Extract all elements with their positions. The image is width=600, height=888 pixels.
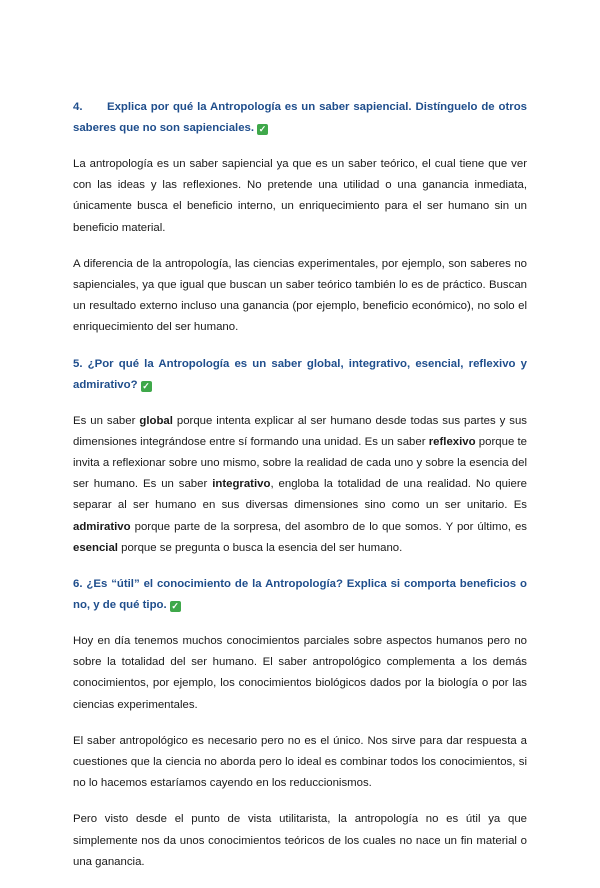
answer-5-text: porque te invita a reflexionar sobre uno mismo, sobre la realidad de cada uno y sobre la esencia del ser humano. Es un saber bbox=[73, 435, 527, 491]
check-mark-icon: ✓ bbox=[171, 601, 179, 612]
question-6-text: 6. ¿Es “útil” el conocimiento de la Antropología? Explica si comporta beneficios o no, y de qué tipo. bbox=[73, 578, 527, 612]
question-5-heading bbox=[73, 354, 527, 396]
answer-4-paragraph-1: La antropología es un saber sapiencial ya que es un saber teórico, el cual tiene que ver con las ideas y las reflexiones. No pretende una utilidad o una ganancia inmediata, únicamente busca el beneficio interno, un enriquecimiento para el ser humano sin un beneficio material. bbox=[73, 158, 527, 234]
check-mark-icon: ✓ bbox=[258, 124, 267, 134]
answer-6-paragraph-3: Pero visto desde el punto de vista utilitarista, la antropología no es útil ya que simplemente nos da unos conocimientos teóricos de los cuales no nace un fin material o una ganancia. bbox=[73, 813, 527, 868]
question-5-text: 5. ¿Por qué la Antropología es un saber global, integrativo, esencial, reflexivo y admirativo? bbox=[73, 357, 527, 391]
question-4-number: 4. bbox=[73, 101, 83, 113]
keyword-esencial: esencial bbox=[73, 541, 118, 554]
keyword-integrativo: integrativo bbox=[212, 478, 271, 491]
keyword-global: global bbox=[139, 414, 173, 427]
check-mark-icon: ✓ bbox=[142, 380, 150, 391]
answer-6-paragraph-1: Hoy en día tenemos muchos conocimientos parciales sobre aspectos humanos pero no sobre la totalidad del ser humano. El saber antropológico complementa a los demás conocimientos, por ejemplo, los conocimientos biológicos dados por la biología o por las ciencias experimentales. bbox=[73, 635, 527, 711]
question-4-text: Explica por qué la Antropología es un saber sapiencial. Distínguelo de otros saberes que no son sapienciales. bbox=[73, 101, 527, 134]
keyword-admirativo: admirativo bbox=[73, 520, 131, 533]
answer-5-text: , engloba la totalidad de una realidad. No quiere separar al ser humano en sus diversas dimensiones sino como un ser unitario. Es bbox=[73, 478, 528, 512]
question-4-heading bbox=[73, 97, 527, 139]
answer-5-text: porque se pregunta o busca la esencia del ser humano. bbox=[117, 541, 403, 554]
document-page bbox=[73, 97, 527, 888]
answer-6-paragraph-2: El saber antropológico es necesario pero no es el único. Nos sirve para dar respuesta a cuestiones que la ciencia no aborda pero lo ideal es combinar todos los conocimientos, si no lo hacemos estaríamos cayendo en los reduccionismos. bbox=[73, 734, 527, 790]
answer-5-text: porque parte de la sorpresa, del asombro de lo que somos. Y por último, es bbox=[130, 520, 527, 533]
question-6-heading bbox=[73, 574, 527, 616]
keyword-reflexivo: reflexivo bbox=[428, 435, 476, 448]
answer-5-text: Es un saber bbox=[73, 414, 140, 427]
answer-5-text: porque intenta explicar al ser humano desde todas sus partes y sus dimensiones integrándose entre sí formando una unidad. Es un saber bbox=[73, 414, 527, 448]
answer-5-paragraph bbox=[73, 411, 527, 559]
answer-4-paragraph-2: A diferencia de la antropología, las ciencias experimentales, por ejemplo, son saberes no sapienciales, ya que igual que buscan un saber teórico también lo es de práctico. Buscan un resultado externo incluso una ganancia (por ejemplo, beneficio económico), no solo el enriquecimiento del ser humano. bbox=[73, 257, 527, 334]
